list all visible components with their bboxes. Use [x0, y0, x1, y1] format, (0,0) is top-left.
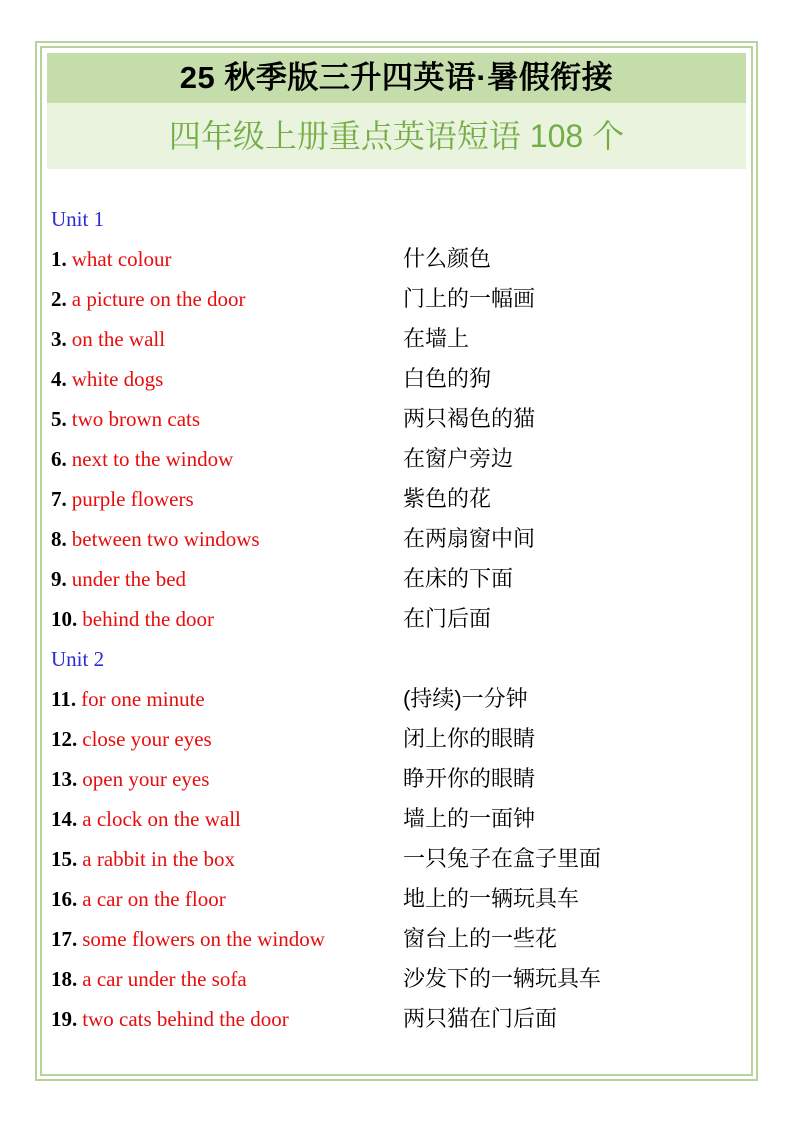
chinese-translation: 在床的下面 — [403, 566, 514, 591]
english-phrase: under the bed — [71, 567, 187, 591]
english-phrase-cell — [51, 959, 403, 999]
english-phrase: between two windows — [71, 527, 260, 551]
phrase-row — [51, 599, 746, 639]
phrase-row — [51, 799, 746, 839]
english-phrase-cell — [51, 999, 403, 1039]
english-phrase: a car under the sofa — [82, 967, 247, 991]
chinese-translation: 一只兔子在盒子里面 — [403, 846, 602, 871]
english-phrase-cell — [51, 559, 403, 599]
phrase-row — [51, 399, 746, 439]
phrase-row — [51, 719, 746, 759]
chinese-translation: 门上的一幅画 — [403, 286, 536, 311]
item-number: 7. — [51, 487, 67, 511]
phrase-row — [51, 959, 746, 999]
english-phrase: two brown cats — [71, 407, 201, 431]
english-phrase-cell — [51, 839, 403, 879]
english-phrase-cell — [51, 359, 403, 399]
unit-heading: Unit 2 — [51, 647, 105, 671]
item-number: 1. — [51, 247, 67, 271]
phrase-row — [51, 999, 746, 1039]
item-number: 2. — [51, 287, 67, 311]
english-phrase: on the wall — [71, 327, 166, 351]
chinese-translation: 在墙上 — [403, 326, 470, 351]
english-phrase: purple flowers — [71, 487, 194, 511]
english-phrase: white dogs — [71, 367, 164, 391]
item-number: 12. — [51, 727, 78, 751]
chinese-translation: 墙上的一面钟 — [403, 806, 536, 831]
item-number: 11. — [51, 687, 77, 711]
item-number: 15. — [51, 847, 78, 871]
english-phrase-cell — [51, 279, 403, 319]
item-number: 6. — [51, 447, 67, 471]
english-phrase-cell — [51, 439, 403, 479]
phrase-row — [51, 439, 746, 479]
english-phrase: some flowers on the window — [82, 927, 325, 951]
english-phrase: next to the window — [71, 447, 234, 471]
chinese-translation: 沙发下的一辆玩具车 — [403, 966, 602, 991]
item-number: 9. — [51, 567, 67, 591]
phrase-row — [51, 519, 746, 559]
english-phrase-cell — [51, 759, 403, 799]
english-phrase-cell — [51, 679, 403, 719]
english-phrase: what colour — [71, 247, 172, 271]
phrase-list — [47, 199, 746, 1039]
english-phrase-cell — [51, 479, 403, 519]
phrase-row — [51, 679, 746, 719]
item-number: 5. — [51, 407, 67, 431]
item-number: 8. — [51, 527, 67, 551]
english-phrase-cell — [51, 319, 403, 359]
phrase-row — [51, 919, 746, 959]
item-number: 18. — [51, 967, 78, 991]
english-phrase: a rabbit in the box — [82, 847, 236, 871]
chinese-translation: 在门后面 — [403, 606, 492, 631]
chinese-translation: 闭上你的眼睛 — [403, 726, 536, 751]
english-phrase: a car on the floor — [82, 887, 226, 911]
phrase-row — [51, 279, 746, 319]
english-phrase-cell — [51, 719, 403, 759]
item-number: 3. — [51, 327, 67, 351]
phrase-row — [51, 359, 746, 399]
page-frame — [35, 41, 758, 1081]
item-number: 17. — [51, 927, 78, 951]
item-number: 4. — [51, 367, 67, 391]
item-number: 14. — [51, 807, 78, 831]
phrase-row — [51, 239, 746, 279]
english-phrase: a clock on the wall — [82, 807, 241, 831]
chinese-translation: 窗台上的一些花 — [403, 926, 558, 951]
chinese-translation: 什么颜色 — [403, 246, 492, 271]
subtitle-banner: 四年级上册重点英语短语 108 个 — [47, 103, 746, 169]
chinese-translation: 地上的一辆玩具车 — [403, 886, 580, 911]
english-phrase: open your eyes — [82, 767, 210, 791]
chinese-translation: 两只猫在门后面 — [403, 1006, 558, 1031]
english-phrase-cell — [51, 799, 403, 839]
chinese-translation: 白色的狗 — [403, 366, 492, 391]
english-phrase: two cats behind the door — [82, 1007, 289, 1031]
english-phrase-cell — [51, 919, 403, 959]
english-phrase: for one minute — [81, 687, 205, 711]
unit-heading: Unit 1 — [51, 207, 105, 231]
english-phrase: behind the door — [82, 607, 215, 631]
english-phrase-cell — [51, 879, 403, 919]
item-number: 13. — [51, 767, 78, 791]
chinese-translation: (持续)一分钟 — [403, 686, 528, 711]
item-number: 10. — [51, 607, 78, 631]
english-phrase-cell — [51, 599, 403, 639]
english-phrase: close your eyes — [82, 727, 212, 751]
chinese-translation: 在两扇窗中间 — [403, 526, 536, 551]
phrase-row — [51, 479, 746, 519]
chinese-translation: 两只褐色的猫 — [403, 406, 536, 431]
item-number: 19. — [51, 1007, 78, 1031]
phrase-row — [51, 559, 746, 599]
english-phrase-cell — [51, 239, 403, 279]
phrase-row — [51, 759, 746, 799]
english-phrase-cell — [51, 399, 403, 439]
title-banner: 25 秋季版三升四英语·暑假衔接 — [47, 53, 746, 103]
phrase-row — [51, 319, 746, 359]
chinese-translation: 在窗户旁边 — [403, 446, 514, 471]
phrase-row — [51, 839, 746, 879]
english-phrase-cell — [51, 519, 403, 559]
phrase-row — [51, 879, 746, 919]
english-phrase: a picture on the door — [71, 287, 246, 311]
item-number: 16. — [51, 887, 78, 911]
chinese-translation: 紫色的花 — [403, 486, 492, 511]
chinese-translation: 睁开你的眼睛 — [403, 766, 536, 791]
